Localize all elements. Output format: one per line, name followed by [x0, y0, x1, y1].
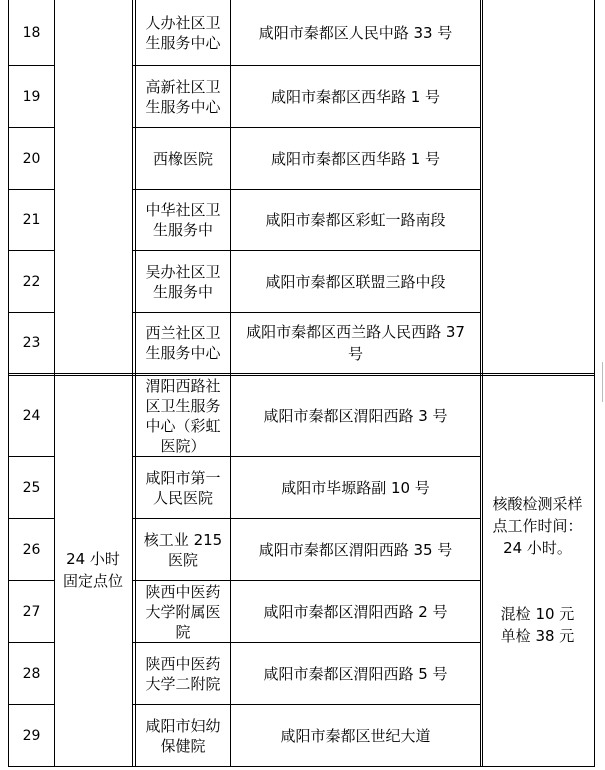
- site-name: 吴办社区卫 生服务中: [145, 262, 221, 301]
- row-number: 19: [22, 88, 41, 105]
- site-name: 人办社区卫 生服务中心: [145, 14, 221, 52]
- row-number: 24: [22, 408, 41, 424]
- site-name: 西兰社区卫 生服务中心: [145, 324, 221, 362]
- grid-line: [8, 766, 595, 767]
- site-address: 咸阳市秦都区彩虹一路南段: [265, 211, 446, 229]
- scrollbar-mark: [602, 362, 603, 402]
- site-name: 中华社区卫 生服务中: [145, 201, 221, 239]
- row-number: 21: [22, 212, 41, 228]
- site-address: 咸阳市秦都区西华路 1 号: [270, 87, 441, 106]
- row-number: 28: [22, 665, 41, 682]
- site-address: 咸阳市秦都区渭阳西路 2 号: [263, 602, 448, 621]
- site-address: 咸阳市秦都区西兰路人民西路 37 号: [246, 323, 465, 363]
- price-and-hours-note: 核酸检测采样 点工作时间： 24 小时。 混检 10 元 单检 38 元: [492, 495, 583, 645]
- site-address: 咸阳市秦都区人民中路 33 号: [258, 24, 453, 42]
- grid-line: [132, 0, 133, 767]
- site-name: 西橡医院: [152, 149, 213, 168]
- grid-line: [594, 0, 595, 767]
- site-name: 陕西中医药 大学附属医 院: [145, 582, 221, 641]
- site-address: 咸阳市秦都区渭阳西路 5 号: [263, 664, 448, 683]
- site-name: 咸阳市妇幼 保健院: [145, 716, 221, 755]
- row-number: 18: [22, 25, 41, 41]
- row-number: 27: [22, 603, 41, 620]
- site-name: 核工业 215 医院: [143, 530, 223, 569]
- row-number: 23: [22, 335, 41, 351]
- site-name: 渭阳西路社 区卫生服务 中心（彩虹 医院）: [145, 377, 221, 455]
- site-name: 高新社区卫 生服务中心: [145, 77, 221, 116]
- site-address: 咸阳市秦都区世纪大道: [280, 726, 431, 745]
- site-name: 陕西中医药 大学二附院: [145, 654, 221, 693]
- row-number: 26: [22, 541, 41, 558]
- site-address: 咸阳市秦都区渭阳西路 3 号: [263, 407, 448, 425]
- site-address: 咸阳市秦都区西华路 1 号: [270, 149, 441, 168]
- row-number: 20: [22, 150, 41, 167]
- site-name: 咸阳市第一 人民医院: [145, 468, 221, 507]
- site-type-cell: 24 小时 固定点位: [62, 550, 123, 590]
- site-address: 咸阳市秦都区渭阳西路 35 号: [258, 540, 453, 559]
- site-address: 咸阳市毕塬路副 10 号: [281, 478, 430, 497]
- site-address: 咸阳市秦都区联盟三路中段: [265, 272, 446, 291]
- row-number: 25: [22, 479, 41, 496]
- row-number: 29: [22, 727, 41, 744]
- row-number: 22: [22, 273, 41, 290]
